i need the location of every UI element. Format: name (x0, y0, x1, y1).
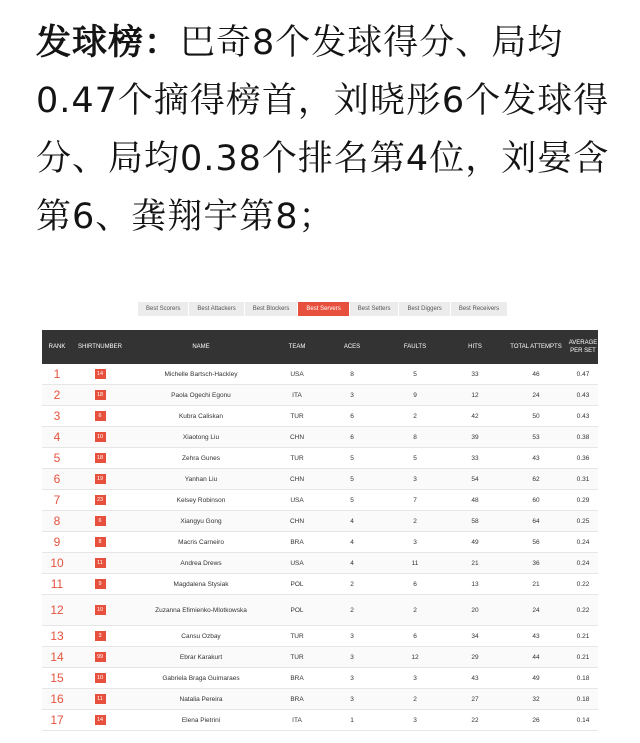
rank-cell: 11 (50, 577, 64, 591)
aces-cell: 3 (350, 653, 354, 661)
table-row (42, 574, 598, 595)
aces-cell: 5 (350, 454, 354, 462)
rank-cell: 5 (53, 451, 61, 465)
average-cell: 0.22 (576, 606, 590, 614)
shirt-number-badge: 6 (95, 516, 106, 526)
attempts-cell: 62 (532, 475, 540, 483)
team-cell: POL (290, 580, 304, 588)
table-row (42, 427, 598, 448)
attempts-cell: 43 (532, 632, 540, 640)
headline-lead: 发球榜： (36, 23, 181, 63)
shirt-cell (72, 432, 128, 442)
name-cell[interactable]: Zehra Gunes (182, 454, 220, 462)
rank-cell: 12 (50, 603, 64, 617)
name-cell[interactable]: Kelsey Robinson (176, 496, 226, 504)
team-cell: USA (290, 559, 304, 567)
team-cell: BRA (290, 695, 304, 703)
col-faults[interactable]: FAULTS (403, 344, 427, 350)
aces-cell: 5 (350, 475, 354, 483)
shirt-cell (72, 453, 128, 463)
aces-cell: 6 (350, 412, 354, 420)
faults-cell: 8 (413, 433, 417, 441)
shirt-number-badge: 19 (95, 474, 106, 484)
aces-cell: 6 (350, 433, 354, 441)
aces-cell: 2 (350, 606, 354, 614)
rank-cell: 6 (53, 472, 61, 486)
faults-cell: 2 (413, 412, 417, 420)
shirt-cell (72, 605, 128, 615)
col-total-attempts[interactable]: TOTAL ATTEMPTS (510, 344, 562, 350)
team-cell: ITA (292, 391, 302, 399)
shirt-cell (72, 369, 128, 379)
team-cell: TUR (290, 632, 304, 640)
hits-cell: 34 (471, 632, 479, 640)
aces-cell: 2 (350, 580, 354, 588)
team-cell: BRA (290, 538, 304, 546)
hits-cell: 20 (471, 606, 479, 614)
aces-cell: 4 (350, 538, 354, 546)
shirt-number-badge: 11 (95, 694, 106, 704)
team-cell: CHN (289, 475, 305, 483)
rank-cell: 15 (50, 671, 64, 685)
team-cell: TUR (290, 454, 304, 462)
name-cell[interactable]: Kubra Caliskan (178, 412, 224, 420)
attempts-cell: 21 (532, 580, 540, 588)
col-aces[interactable]: ACES (343, 344, 361, 350)
name-cell[interactable]: Andrea Drews (180, 559, 222, 567)
hits-cell: 29 (471, 653, 479, 661)
average-cell: 0.43 (576, 391, 590, 399)
shirt-cell (72, 516, 128, 526)
average-cell: 0.25 (576, 517, 590, 525)
faults-cell: 5 (413, 454, 417, 462)
table-row (42, 689, 598, 710)
average-cell: 0.22 (576, 580, 590, 588)
tab-best-servers[interactable]: Best Servers (298, 302, 348, 316)
table-row (42, 448, 598, 469)
average-cell: 0.18 (576, 674, 590, 682)
table-row (42, 364, 598, 385)
table-row (42, 553, 598, 574)
name-cell[interactable]: Macris Carneiro (178, 538, 224, 546)
tab-best-scorers[interactable]: Best Scorers (138, 302, 188, 316)
faults-cell: 2 (413, 606, 417, 614)
hits-cell: 12 (471, 391, 479, 399)
aces-cell: 3 (350, 632, 354, 640)
name-cell[interactable]: Zuzanna Efimienko-Mlotkowska (155, 606, 247, 614)
shirt-number-badge: 10 (95, 605, 106, 615)
average-cell: 0.47 (576, 370, 590, 378)
rank-cell: 7 (53, 493, 61, 507)
table-row (42, 668, 598, 689)
hits-cell: 43 (471, 674, 479, 682)
table-body (42, 364, 598, 731)
faults-cell: 3 (413, 475, 417, 483)
aces-cell: 5 (350, 496, 354, 504)
shirt-number-badge: 18 (95, 390, 106, 400)
faults-cell: 2 (413, 695, 417, 703)
team-cell: ITA (292, 716, 302, 724)
hits-cell: 49 (471, 538, 479, 546)
rank-cell: 2 (53, 388, 61, 402)
col-name[interactable]: NAME (192, 344, 210, 350)
col-average-per-set[interactable]: AVERAGE PER SET (568, 340, 598, 354)
aces-cell: 4 (350, 559, 354, 567)
average-cell: 0.18 (576, 695, 590, 703)
faults-cell: 2 (413, 517, 417, 525)
faults-cell: 12 (411, 653, 419, 661)
team-cell: USA (290, 370, 304, 378)
hits-cell: 33 (471, 454, 479, 462)
shirt-number-badge: 3 (95, 631, 106, 641)
attempts-cell: 26 (532, 716, 540, 724)
faults-cell: 7 (413, 496, 417, 504)
attempts-cell: 24 (532, 606, 540, 614)
col-shirtnumber[interactable]: SHIRTNUMBER (78, 344, 122, 350)
shirt-number-badge: 10 (95, 673, 106, 683)
average-cell: 0.43 (576, 412, 590, 420)
col-rank[interactable]: RANK (48, 344, 66, 350)
shirt-cell (72, 495, 128, 505)
shirt-cell (72, 411, 128, 421)
attempts-cell: 24 (532, 391, 540, 399)
table-row (42, 626, 598, 647)
table-row (42, 490, 598, 511)
rank-cell: 1 (53, 367, 61, 381)
hits-cell: 42 (471, 412, 479, 420)
faults-cell: 3 (413, 674, 417, 682)
hits-cell: 39 (471, 433, 479, 441)
attempts-cell: 53 (532, 433, 540, 441)
shirt-number-badge: 8 (95, 537, 106, 547)
shirt-number-badge: 14 (95, 715, 106, 725)
table-row (42, 406, 598, 427)
shirt-number-badge: 99 (95, 652, 106, 662)
best-servers-table (42, 330, 598, 731)
stat-category-tabs (138, 302, 508, 316)
tab-best-setters[interactable]: Best Setters (350, 302, 399, 316)
shirt-number-badge: 6 (95, 411, 106, 421)
shirt-cell (72, 715, 128, 725)
hits-cell: 54 (471, 475, 479, 483)
faults-cell: 3 (413, 716, 417, 724)
team-cell: CHN (289, 433, 305, 441)
aces-cell: 3 (350, 391, 354, 399)
rank-cell: 14 (50, 650, 64, 664)
faults-cell: 6 (413, 632, 417, 640)
col-team[interactable]: TEAM (288, 344, 306, 350)
shirt-number-badge: 11 (95, 558, 106, 568)
average-cell: 0.36 (576, 454, 590, 462)
name-cell[interactable]: Gabriela Braga Guimaraes (162, 674, 240, 682)
name-cell[interactable]: Cansu Ozbay (181, 632, 221, 640)
team-cell: CHN (289, 517, 305, 525)
aces-cell: 8 (350, 370, 354, 378)
attempts-cell: 46 (532, 370, 540, 378)
aces-cell: 3 (350, 674, 354, 682)
table-row (42, 469, 598, 490)
attempts-cell: 60 (532, 496, 540, 504)
table-row (42, 532, 598, 553)
attempts-cell: 44 (532, 653, 540, 661)
attempts-cell: 43 (532, 454, 540, 462)
faults-cell: 9 (413, 391, 417, 399)
attempts-cell: 56 (532, 538, 540, 546)
average-cell: 0.14 (576, 716, 590, 724)
faults-cell: 11 (411, 559, 419, 567)
shirt-number-badge: 9 (95, 579, 106, 589)
name-cell[interactable]: Ebrar Karakurt (179, 653, 223, 661)
rank-cell: 8 (53, 514, 61, 528)
attempts-cell: 32 (532, 695, 540, 703)
attempts-cell: 50 (532, 412, 540, 420)
shirt-cell (72, 652, 128, 662)
rank-cell: 17 (50, 713, 64, 727)
name-cell[interactable]: Xiaotong Liu (182, 433, 220, 441)
table-row (42, 595, 598, 626)
hits-cell: 33 (471, 370, 479, 378)
rank-cell: 9 (53, 535, 61, 549)
shirt-cell (72, 474, 128, 484)
name-cell[interactable]: Elena Pietrini (181, 716, 221, 724)
table-row (42, 385, 598, 406)
attempts-cell: 36 (532, 559, 540, 567)
shirt-cell (72, 579, 128, 589)
faults-cell: 6 (413, 580, 417, 588)
average-cell: 0.21 (576, 653, 590, 661)
shirt-number-badge: 18 (95, 453, 106, 463)
name-cell[interactable]: Magdalena Stysiak (173, 580, 229, 588)
aces-cell: 1 (350, 716, 354, 724)
aces-cell: 4 (350, 517, 354, 525)
average-cell: 0.21 (576, 632, 590, 640)
shirt-cell (72, 390, 128, 400)
table-row (42, 647, 598, 668)
shirt-number-badge: 23 (95, 495, 106, 505)
hits-cell: 13 (471, 580, 479, 588)
name-cell[interactable]: Paola Ogechi Egonu (171, 391, 231, 399)
tab-best-blockers[interactable]: Best Blockers (245, 302, 298, 316)
shirt-cell (72, 673, 128, 683)
hits-cell: 22 (471, 716, 479, 724)
faults-cell: 5 (413, 370, 417, 378)
shirt-cell (72, 631, 128, 641)
shirt-cell (72, 694, 128, 704)
attempts-cell: 64 (532, 517, 540, 525)
team-cell: TUR (290, 412, 304, 420)
team-cell: BRA (290, 674, 304, 682)
hits-cell: 21 (471, 559, 479, 567)
tab-best-receivers[interactable]: Best Receivers (451, 302, 507, 316)
team-cell: POL (290, 606, 304, 614)
average-cell: 0.24 (576, 559, 590, 567)
table-row (42, 710, 598, 731)
name-cell[interactable]: Xiangyu Gong (180, 517, 222, 525)
average-cell: 0.29 (576, 496, 590, 504)
shirt-cell (72, 558, 128, 568)
hits-cell: 58 (471, 517, 479, 525)
rank-cell: 10 (50, 556, 64, 570)
hits-cell: 48 (471, 496, 479, 504)
rank-cell: 3 (53, 409, 61, 423)
table-row (42, 511, 598, 532)
shirt-number-badge: 14 (95, 369, 106, 379)
rank-cell: 13 (50, 629, 64, 643)
attempts-cell: 49 (532, 674, 540, 682)
rank-cell: 4 (53, 430, 61, 444)
headline-body: 巴奇8个发球得分、局均0.47个摘得榜首，刘晓彤6个发球得分、局均0.38个排名第4位，刘晏含第6、龚翔宇第8； (36, 23, 610, 237)
tab-best-diggers[interactable]: Best Diggers (399, 302, 449, 316)
aces-cell: 3 (350, 695, 354, 703)
average-cell: 0.31 (576, 475, 590, 483)
team-cell: USA (290, 496, 304, 504)
col-hits[interactable]: HITS (468, 344, 482, 350)
name-cell[interactable]: Natalia Pereira (179, 695, 223, 703)
average-cell: 0.38 (576, 433, 590, 441)
headline-text (36, 14, 616, 246)
faults-cell: 3 (413, 538, 417, 546)
average-cell: 0.24 (576, 538, 590, 546)
rank-cell: 16 (50, 692, 64, 706)
name-cell[interactable]: Michelle Bartsch-Hackley (164, 370, 238, 378)
name-cell[interactable]: Yanhan Liu (184, 475, 218, 483)
table-header (42, 330, 598, 364)
team-cell: TUR (290, 653, 304, 661)
tab-best-attackers[interactable]: Best Attackers (189, 302, 243, 316)
hits-cell: 27 (471, 695, 479, 703)
shirt-cell (72, 537, 128, 547)
shirt-number-badge: 10 (95, 432, 106, 442)
